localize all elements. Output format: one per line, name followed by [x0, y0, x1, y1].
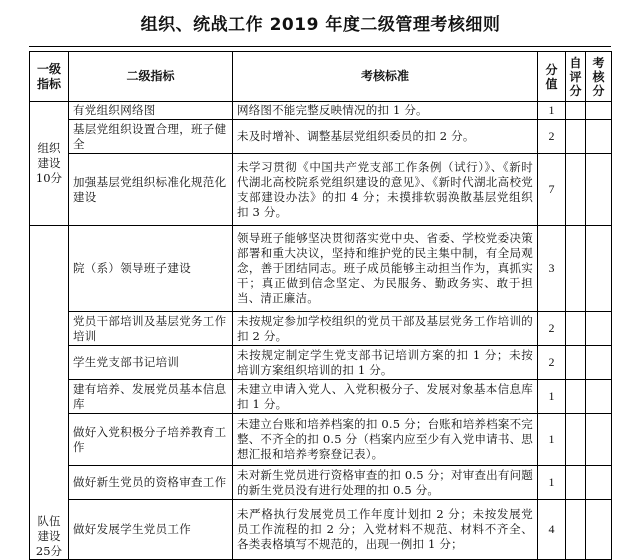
row-item: 做好入党积极分子培养教育工作 — [69, 414, 233, 466]
row-item: 有党组织网络图 — [69, 102, 233, 120]
self-score-cell[interactable] — [566, 466, 586, 500]
row-standard: 未学习贯彻《中国共产党支部工作条例（试行）》、《新时代湖北高校院系党组织建设的意见》、《新时代湖北高校党支部建设办法》的扣 4 分；未摸排软弱涣散基层党组织扣 3 分。 — [233, 154, 538, 226]
exam-score-cell[interactable] — [586, 226, 612, 312]
row-standard: 未建立台账和培养档案的扣 0.5 分；台账和培养档案不完整、不齐全的扣 0.5 分（档案内应至少有入党申请书、思想汇报和培养考察登记表）。 — [233, 414, 538, 466]
row-score: 1 — [538, 102, 566, 120]
assessment-table — [29, 51, 612, 560]
header-score: 分 值 — [538, 52, 566, 102]
header-row — [30, 52, 612, 102]
row-standard: 未对新生党员进行资格审查的扣 0.5 分；对审查出有问题的新生党员没有进行处理的扣 0.5 分。 — [233, 466, 538, 500]
row-score: 7 — [538, 154, 566, 226]
row-standard: 未按规定参加学校组织的党员干部及基层党务工作培训的扣 2 分。 — [233, 312, 538, 346]
document-title: 组织、统战工作 2019 年度二级管理考核细则 — [140, 15, 501, 35]
row-standard: 未严格执行发展党员工作年度计划扣 2 分；未按发展党员工作流程的扣 2 分；入党材料不规范、材料不齐全、各类表格填写不规范的，出现一例扣 1 分； — [233, 500, 538, 560]
row-score: 4 — [538, 500, 566, 560]
self-score-cell[interactable] — [566, 120, 586, 154]
table-row — [30, 414, 612, 466]
table-row — [30, 380, 612, 414]
header-exam-score: 考 核 分 — [586, 52, 612, 102]
table-row — [30, 500, 612, 560]
exam-score-cell[interactable] — [586, 380, 612, 414]
exam-score-cell[interactable] — [586, 102, 612, 120]
row-item: 学生党支部书记培训 — [69, 346, 233, 380]
table-row — [30, 346, 612, 380]
table-row — [30, 154, 612, 226]
row-score: 2 — [538, 346, 566, 380]
row-item: 做好新生党员的资格审查工作 — [69, 466, 233, 500]
self-score-cell[interactable] — [566, 102, 586, 120]
self-score-cell[interactable] — [566, 500, 586, 560]
self-score-cell[interactable] — [566, 226, 586, 312]
self-score-cell[interactable] — [566, 154, 586, 226]
self-score-cell[interactable] — [566, 380, 586, 414]
row-score: 2 — [538, 120, 566, 154]
row-standard: 网络图不能完整反映情况的扣 1 分。 — [233, 102, 538, 120]
exam-score-cell[interactable] — [586, 466, 612, 500]
row-item: 党员干部培训及基层党务工作培训 — [69, 312, 233, 346]
row-score: 1 — [538, 380, 566, 414]
row-score: 3 — [538, 226, 566, 312]
row-standard: 领导班子能够坚决贯彻落实党中央、省委、学校党委决策部署和重大决议，坚持和维护党的民主集中制，有全局观念，善于团结同志。班子成员能够主动担当作为，真抓实干；真正做到信念坚定、为民服务、勤政务实、敢于担当、清正廉洁。 — [233, 226, 538, 312]
header-standard: 考核标准 — [233, 52, 538, 102]
exam-score-cell[interactable] — [586, 154, 612, 226]
row-score: 2 — [538, 312, 566, 346]
row-item: 基层党组织设置合理，班子健全 — [69, 120, 233, 154]
row-item: 建有培养、发展党员基本信息库 — [69, 380, 233, 414]
header-level1: 一级 指标 — [30, 52, 69, 102]
row-score: 1 — [538, 466, 566, 500]
row-item: 做好发展学生党员工作 — [69, 500, 233, 560]
self-score-cell[interactable] — [566, 346, 586, 380]
exam-score-cell[interactable] — [586, 312, 612, 346]
row-item: 加强基层党组织标准化规范化建设 — [69, 154, 233, 226]
self-score-cell[interactable] — [566, 414, 586, 466]
group-team: 队伍 建设 25分 — [30, 226, 69, 560]
exam-score-cell[interactable] — [586, 414, 612, 466]
exam-score-cell[interactable] — [586, 120, 612, 154]
self-score-cell[interactable] — [566, 312, 586, 346]
table-row — [30, 226, 612, 312]
exam-score-cell[interactable] — [586, 500, 612, 560]
row-standard: 未按规定制定学生党支部书记培训方案的扣 1 分；未按培训方案组织培训的扣 1 分。 — [233, 346, 538, 380]
group-organization: 组织 建设 10分 — [30, 102, 69, 226]
table-row — [30, 312, 612, 346]
table-row — [30, 102, 612, 120]
title-rule — [29, 46, 611, 47]
header-self-score: 自 评 分 — [566, 52, 586, 102]
row-standard: 未建立申请入党人、入党积极分子、发展对象基本信息库扣 1 分。 — [233, 380, 538, 414]
table-row — [30, 466, 612, 500]
header-level2: 二级指标 — [69, 52, 233, 102]
row-standard: 未及时增补、调整基层党组织委员的扣 2 分。 — [233, 120, 538, 154]
exam-score-cell[interactable] — [586, 346, 612, 380]
row-score: 1 — [538, 414, 566, 466]
table-row — [30, 120, 612, 154]
row-item: 院（系）领导班子建设 — [69, 226, 233, 312]
